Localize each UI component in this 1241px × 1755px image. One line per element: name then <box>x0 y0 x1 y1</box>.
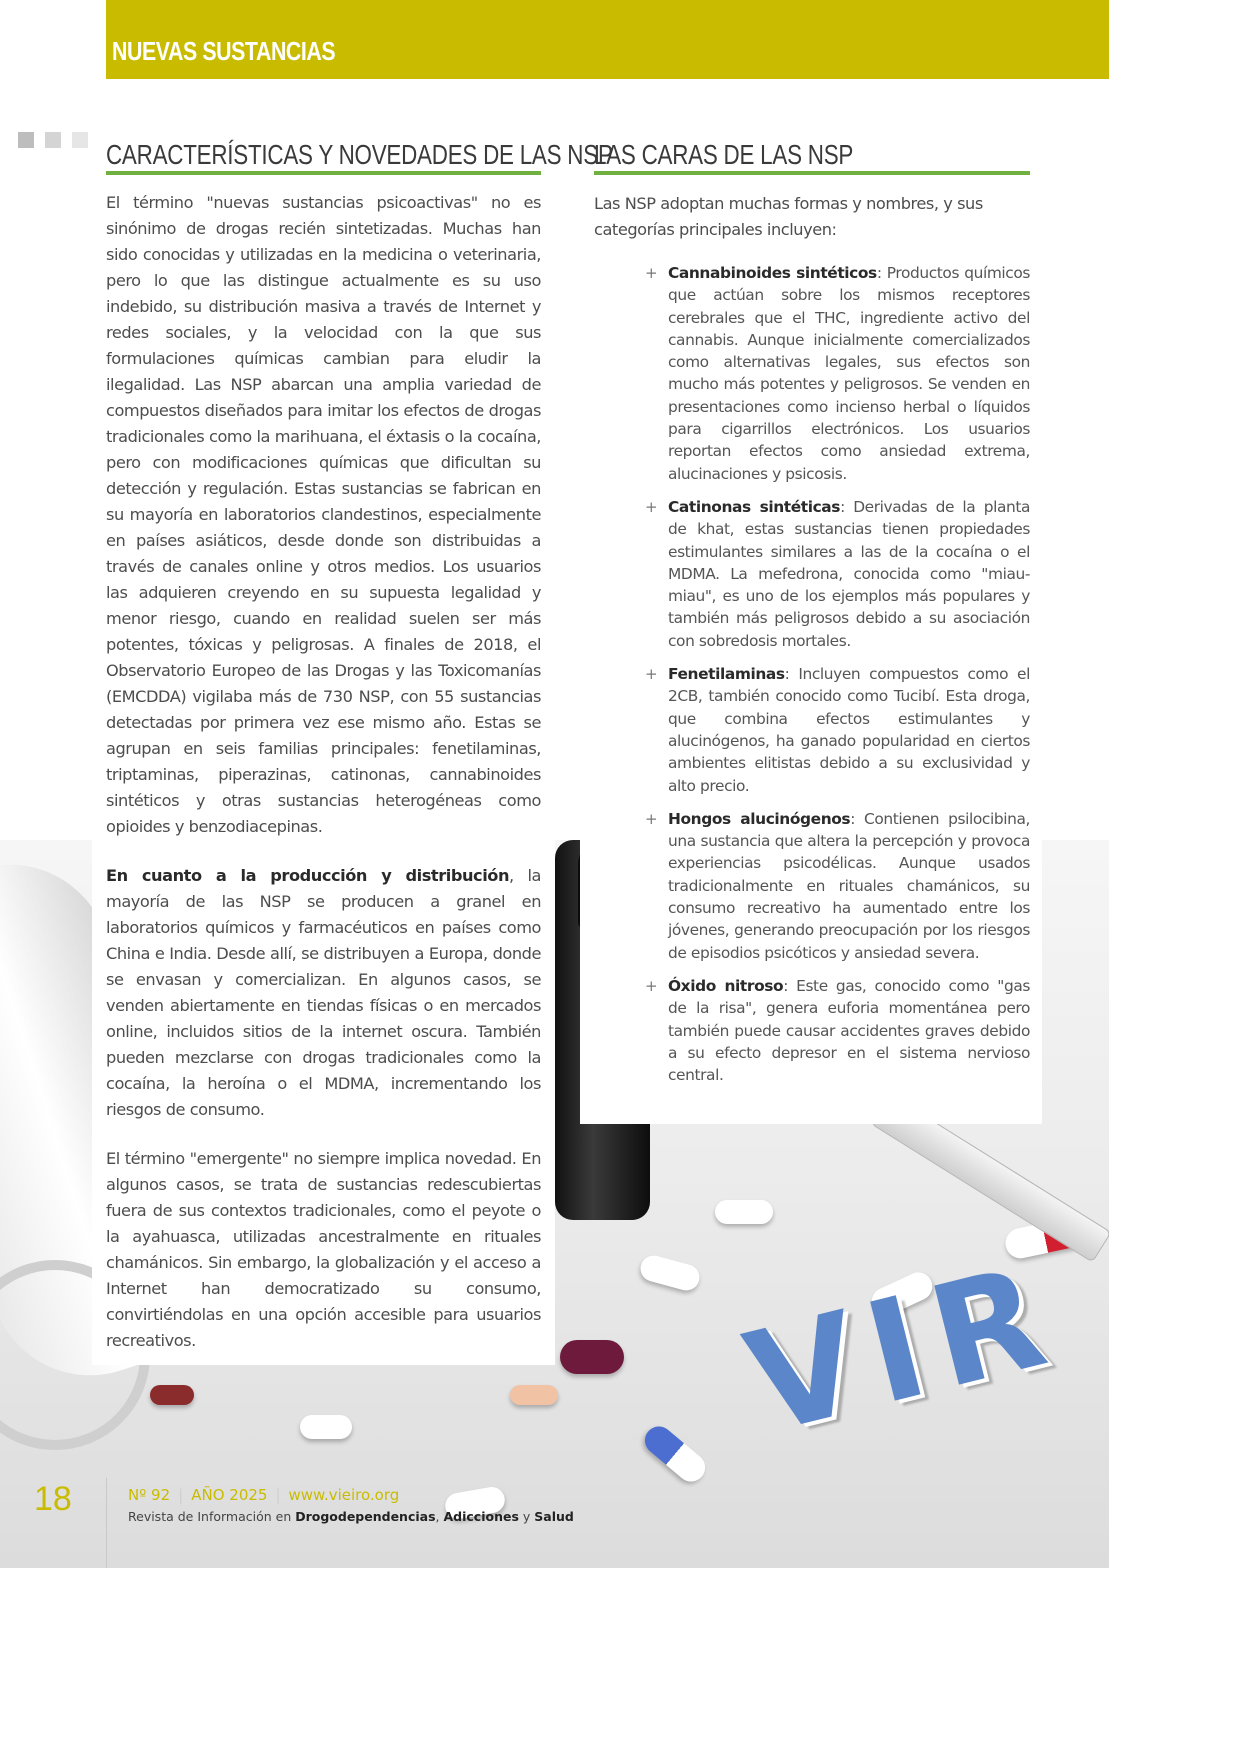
square-1 <box>18 132 34 148</box>
left-title-rule <box>106 171 541 175</box>
pill-white-4 <box>300 1415 352 1439</box>
tagline-prefix: Revista de Información en <box>128 1509 296 1524</box>
tagline-drogodependencias: Drogodependencias <box>295 1509 436 1524</box>
list-item-text: : Contienen psilocibina, una sustancia que altera la percepción y provoca experiencias psicodélicas. Aunque usados tradicionalmente en rituales chamánicos, su consumo recreativo ha aumentado entre los jóvenes, generando preocupación por los riesgos de episodios psicóticos y ansiedad severa. <box>668 809 1030 962</box>
list-item <box>645 262 1030 485</box>
left-paragraph-2 <box>106 863 541 1123</box>
issue-number: Nº 92 <box>128 1486 171 1504</box>
left-paragraph-2-text: , la mayoría de las NSP se producen a granel en laboratorios químicos y farmacéuticos en países como China e India. Desde allí, se distribuyen a Europa, donde se envasan y comercializan. En algunos casos, se venden abiertamente en tiendas físicas o en mercados online, incluidos sitios de la internet oscura. También pueden mezclarse con drogas tradicionales como la cocaína, la heroína o el MDMA, incrementando los riesgos de consumo. <box>106 866 541 1119</box>
tagline-salud: Salud <box>534 1509 574 1524</box>
plus-bullet-icon: + <box>645 264 658 282</box>
decorative-letters <box>732 1216 1109 1467</box>
list-item-term: Fenetilaminas <box>668 665 785 684</box>
tagline-and: y <box>518 1509 535 1524</box>
plus-bullet-icon: + <box>645 665 658 684</box>
tagline-comma: , <box>435 1509 444 1524</box>
plus-bullet-icon: + <box>645 809 658 828</box>
footer-separator: | <box>275 1486 281 1504</box>
section-header-title: NUEVAS SUSTANCIAS <box>112 36 336 66</box>
footer-tagline <box>128 1509 574 1524</box>
list-item-term: Cannabinoides sintéticos <box>668 264 877 282</box>
right-section-title: LAS CARAS DE LAS NSP <box>594 139 854 170</box>
issue-year: AÑO 2025 <box>191 1486 268 1504</box>
list-item-text: : Derivadas de la planta de khat, estas sustancias tienen propiedades estimulantes similares a las de la cocaína o el MDMA. La mefedrona, conocida como "miau-miau", es uno de los ejemplos más populares y también más peligrosos debido a su asociación con sobredosis mortales. <box>668 497 1030 650</box>
right-intro: Las NSP adoptan muchas formas y nombres, y sus categorías principales incluyen: <box>594 194 983 239</box>
nsp-categories-list <box>645 262 1030 1097</box>
letters-text: VIR <box>732 1233 1073 1467</box>
left-paragraph-1: El término "nuevas sustancias psicoactivas" no es sinónimo de drogas recién sintetizadas. Muchas han sido conocidas y utilizadas en la medicina o veterinaria, pero lo que las distingue actualmente es su uso indebido, su distribución masiva a través de Internet y redes sociales, y la velocidad con la que sus formulaciones químicas cambian para eludir la ilegalidad. Las NSP abarcan una amplia variedad de compuestos diseñados para imitar los efectos de drogas tradicionales como la marihuana, el éxtasis o la cocaína, pero con modificaciones químicas que dificultan su detección y regulación. Estas sustancias se fabrican en su mayoría en laboratorios clandestinos, especialmente en países asiáticos, desde donde son distribuidas a través de canales online y otros medios. Los usuarios las adquieren creyendo en su supuesta legalidad y menor riesgo, cuando en realidad suelen ser más potentes, tóxicas y peligrosas. A finales de 2018, el Observatorio Europeo de las Drogas y las Toxicomanías (EMCDDA) vigilaba más de 730 NSP, con 55 sustancias detectadas por primera vez ese mismo año. Estas se agrupan en seis familias principales: fenetilaminas, triptaminas, piperazinas, catinonas, cannabinoides sintéticos y otras sustancias heterogéneas como opioides y benzodiacepinas. <box>106 193 541 836</box>
tagline-adicciones: Adicciones <box>443 1509 519 1524</box>
right-title-rule <box>594 171 1030 175</box>
footer-separator: | <box>178 1486 184 1504</box>
footer-issue-line <box>128 1486 399 1504</box>
list-item <box>645 808 1030 964</box>
list-item-term: Óxido nitroso <box>668 976 784 995</box>
footer-divider <box>106 1478 107 1568</box>
pill-white-2 <box>638 1253 703 1294</box>
pill-dark-2 <box>150 1385 194 1405</box>
page-number: 18 <box>34 1480 72 1518</box>
list-item-text: : Incluyen compuestos como el 2CB, también conocido como Tucibí. Esta droga, que combina efectos estimulantes y alucinógenos, ha ganado popularidad en ciertos ambientes elitistas debido a su exclusividad y alto precio. <box>668 665 1030 795</box>
pill-dark-1 <box>560 1340 624 1374</box>
pill-blue-white <box>639 1421 711 1487</box>
square-3 <box>72 132 88 148</box>
pill-peach <box>510 1385 558 1405</box>
plus-bullet-icon: + <box>645 497 658 516</box>
left-paragraph-3: El término "emergente" no siempre implica novedad. En algunos casos, se trata de sustancias redescubiertas fuera de sus contextos tradicionales, como el peyote o la ayahuasca, utilizadas ancestralmente en rituales chamánicos. Sin embargo, la globalización y el acceso a Internet han democratizado su consumo, convirtiéndolas en una opción accesible para usuarios recreativos. <box>106 1149 541 1350</box>
website-link[interactable]: www.vieiro.org <box>288 1486 400 1504</box>
list-item <box>645 663 1030 797</box>
square-2 <box>45 132 61 148</box>
list-item <box>645 975 1030 1086</box>
list-item-text: : Productos químicos que actúan sobre los mismos receptores cerebrales que el THC, ingrediente activo del cannabis. Aunque inicialmente comercializados como alternativas legales, sus efectos son mucho más potentes y peligrosos. Se venden en presentaciones como incienso herbal o líquidos para cigarrillos electrónicos. Los usuarios reportan efectos como ansiedad extrema, alucinaciones y psicosis. <box>668 264 1030 483</box>
list-item <box>645 496 1030 652</box>
list-item-text: : Este gas, conocido como "gas de la risa", genera euforia momentánea pero también puede causar accidentes graves debido a su efecto depresor en el sistema nervioso central. <box>668 976 1031 1085</box>
list-item-term: Catinonas sintéticas <box>668 497 841 516</box>
left-paragraph-2-lead: En cuanto a la producción y distribución <box>106 866 510 885</box>
plus-bullet-icon: + <box>645 976 658 995</box>
list-item-term: Hongos alucinógenos <box>668 809 851 828</box>
left-section-title: CARACTERÍSTICAS Y NOVEDADES DE LAS NSP <box>106 139 613 170</box>
pill-white-1 <box>715 1200 773 1224</box>
